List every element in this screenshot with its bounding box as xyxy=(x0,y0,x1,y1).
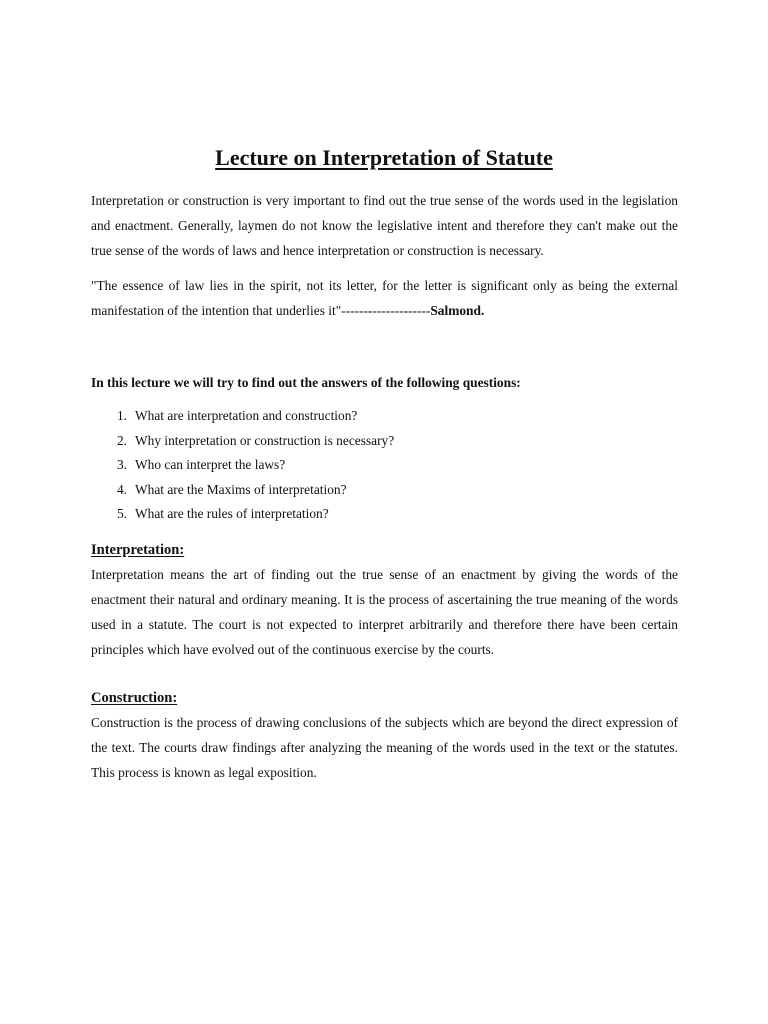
list-item-number: 1. xyxy=(116,408,127,423)
quote-author: Salmond. xyxy=(430,303,485,318)
list-item-text: Why interpretation or construction is necessary? xyxy=(135,432,395,448)
questions-lead: In this lecture we will try to find out the answers of the following questions: xyxy=(91,375,521,390)
list-item-text: What are the rules of interpretation? xyxy=(135,506,329,521)
quote-text: "The essence of law lies in the spirit, not its letter, for the letter is significant only as being the external manifestation of the intention that underlies it"-------------------- xyxy=(91,278,678,318)
interpretation-heading: Interpretation: xyxy=(91,542,185,558)
list-item-number: 4. xyxy=(116,481,127,497)
page-title: Lecture on Interpretation of Statute xyxy=(215,145,553,170)
list-item-number: 2. xyxy=(116,432,127,448)
list-item-text: Who can interpret the laws? xyxy=(135,457,286,472)
interpretation-paragraph: Interpretation means the art of finding out the true sense of an enactment by giving the words of the enactment their natural and ordinary meaning. It is the process of ascertaining the true meaning of the words used in a statute. The court is not expected to interpret arbitrarily and therefore there have been certain principles which have evolved out of the continuous exercise by the courts. xyxy=(91,567,678,657)
salmond-quote xyxy=(91,273,678,323)
list-item-text: What are the Maxims of interpretation? xyxy=(135,481,347,497)
list-item-number: 5. xyxy=(116,506,127,521)
list-item-number: 3. xyxy=(116,457,127,472)
construction-paragraph: Construction is the process of drawing conclusions of the subjects which are beyond the direct expression of the text. The courts draw findings after analyzing the meaning of the words used in the text or the statutes. This process is known as legal exposition. xyxy=(91,715,678,780)
intro-paragraph: Interpretation or construction is very important to find out the true sense of the words used in the legislation and enactment. Generally, laymen do not know the legislative intent and therefore they can't make out the true sense of the words of laws and hence interpretation or construction is necessary. xyxy=(91,193,678,258)
list-item-text: What are interpretation and construction? xyxy=(135,408,358,423)
construction-heading: Construction: xyxy=(91,690,178,706)
